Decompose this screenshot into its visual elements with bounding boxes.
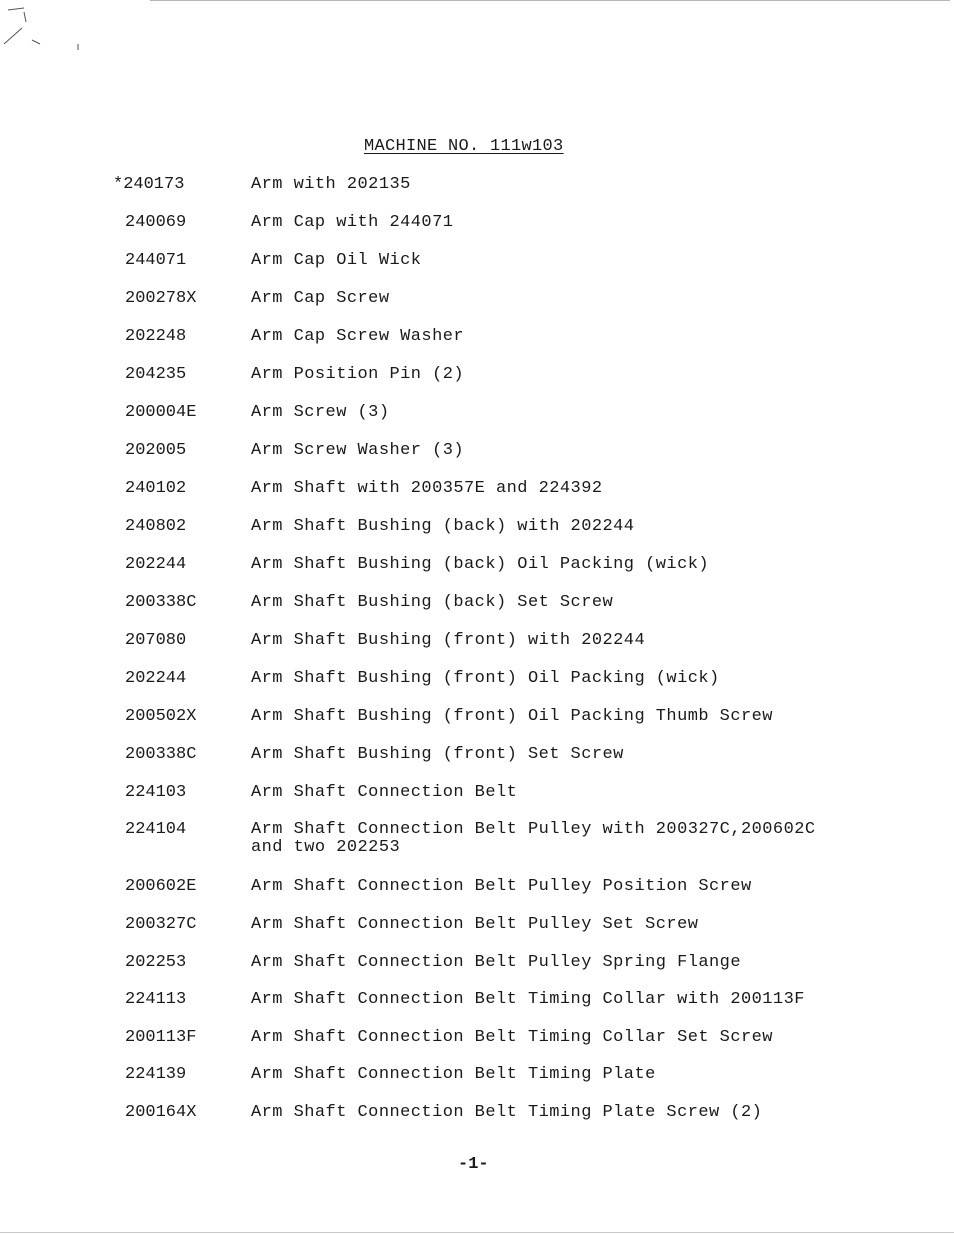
part-description: Arm Shaft Connection Belt Pulley Spring Flange (251, 953, 741, 972)
page-number: -1- (458, 1155, 489, 1174)
part-number: 200602E (125, 877, 197, 896)
part-number: *240173 (113, 175, 185, 194)
part-number: 202244 (125, 669, 187, 688)
part-number: 200113F (125, 1028, 197, 1047)
part-description: Arm Cap with 244071 (251, 213, 454, 232)
scan-artifact-bottom-line (0, 1232, 954, 1233)
part-description: Arm Shaft Bushing (front) Set Screw (251, 745, 624, 764)
part-description: Arm Shaft Connection Belt Pulley Set Screw (251, 915, 699, 934)
part-description: Arm Shaft Bushing (back) Oil Packing (wick) (251, 555, 710, 574)
part-number: 240102 (125, 479, 187, 498)
part-number: 200502X (125, 707, 197, 726)
part-number: 224103 (125, 783, 187, 802)
part-description: Arm Shaft Connection Belt Timing Plate Screw (2) (251, 1103, 763, 1122)
part-description: Arm Shaft with 200357E and 224392 (251, 479, 603, 498)
part-description: Arm Shaft Bushing (back) Set Screw (251, 593, 614, 612)
page-title: MACHINE NO. 111w103 (364, 137, 564, 156)
part-number: 240802 (125, 517, 187, 536)
part-number: 204235 (125, 365, 187, 384)
part-description: Arm Position Pin (2) (251, 365, 465, 384)
part-number: 200278X (125, 289, 197, 308)
part-description: Arm Shaft Connection Belt Timing Plate (251, 1065, 656, 1084)
part-description: Arm Shaft Bushing (front) Oil Packing (wick) (251, 669, 720, 688)
part-description: Arm with 202135 (251, 175, 411, 194)
part-description: Arm Cap Screw Washer (251, 327, 465, 346)
part-number: 200327C (125, 915, 197, 934)
part-description: Arm Shaft Connection Belt Pulley with 200327C,200602C and two 202253 (251, 820, 816, 857)
part-number: 202253 (125, 953, 187, 972)
part-number: 244071 (125, 251, 187, 270)
part-number: 200004E (125, 403, 197, 422)
part-description: Arm Screw (3) (251, 403, 390, 422)
part-description: Arm Shaft Bushing (front) with 202244 (251, 631, 646, 650)
part-number: 207080 (125, 631, 187, 650)
part-number: 200338C (125, 593, 197, 612)
part-description: Arm Screw Washer (3) (251, 441, 465, 460)
part-number: 224113 (125, 990, 187, 1009)
part-description: Arm Shaft Connection Belt Pulley Position Screw (251, 877, 752, 896)
scan-artifact-corner-mark (2, 4, 92, 54)
part-number: 202005 (125, 441, 187, 460)
part-number: 200164X (125, 1103, 197, 1122)
part-description: Arm Shaft Bushing (front) Oil Packing Thumb Screw (251, 707, 773, 726)
part-number: 202244 (125, 555, 187, 574)
part-description: Arm Shaft Connection Belt Timing Collar with 200113F (251, 990, 805, 1009)
part-number: 200338C (125, 745, 197, 764)
part-number: 202248 (125, 327, 187, 346)
part-description: Arm Shaft Bushing (back) with 202244 (251, 517, 635, 536)
part-description: Arm Cap Oil Wick (251, 251, 422, 270)
part-description: Arm Cap Screw (251, 289, 390, 308)
part-number: 224139 (125, 1065, 187, 1084)
scan-artifact-top-line (150, 0, 950, 1)
part-description: Arm Shaft Connection Belt Timing Collar Set Screw (251, 1028, 773, 1047)
part-number: 224104 (125, 820, 187, 839)
part-description: Arm Shaft Connection Belt (251, 783, 518, 802)
part-number: 240069 (125, 213, 187, 232)
